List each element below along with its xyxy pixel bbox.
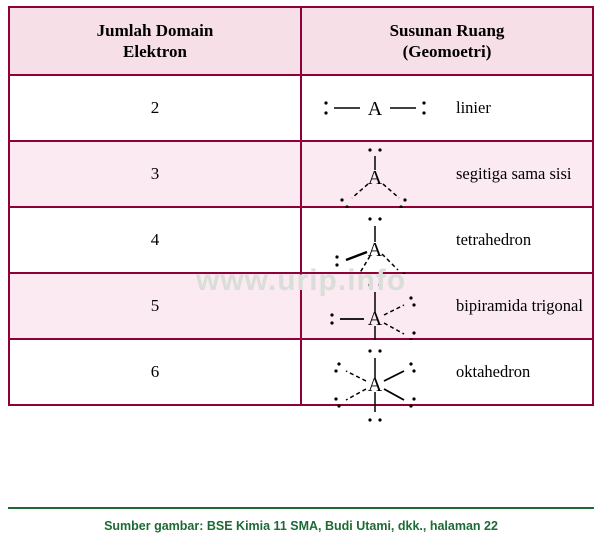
- geometry-name: tetrahedron: [456, 230, 532, 249]
- table-row: [9, 207, 593, 273]
- column-header-line1: Jumlah Domain: [96, 20, 214, 40]
- geometry-cell: [301, 339, 593, 405]
- svg-text:A: A: [367, 374, 383, 396]
- watermark: www.urip.info: [196, 264, 407, 297]
- geometry-name: bipiramida trigonal: [456, 296, 583, 315]
- table-row: [9, 141, 593, 207]
- tetrahedral-diagram: [306, 208, 456, 272]
- svg-text:A: A: [367, 239, 383, 261]
- column-header-line2: Elektron: [123, 42, 187, 61]
- geometry-cell: [301, 207, 593, 273]
- electron-domain-count: 2: [9, 75, 301, 141]
- column-header-line2: (Geomoetri): [402, 42, 492, 61]
- octahedral-diagram: [306, 340, 456, 404]
- table-header-row: [9, 7, 593, 75]
- geometry-name: oktahedron: [456, 362, 531, 381]
- geometry-cell: [301, 141, 593, 207]
- geometry-name: linier: [456, 98, 491, 117]
- svg-text:A: A: [367, 308, 383, 330]
- geometry-cell: [301, 75, 593, 141]
- electron-domain-count: 3: [9, 141, 301, 207]
- column-header-spatial-arrangement: [301, 7, 593, 75]
- vsepr-table: [8, 6, 594, 406]
- table-row: [9, 339, 593, 405]
- electron-domain-count: 4: [9, 207, 301, 273]
- electron-domain-count: 5: [9, 273, 301, 339]
- svg-text:A: A: [367, 98, 383, 120]
- divider: [8, 507, 594, 509]
- source-note: Sumber gambar: BSE Kimia 11 SMA, Budi Utami, dkk., halaman 22: [104, 519, 498, 533]
- table-row: [9, 273, 593, 339]
- geometry-name: segitiga sama sisi: [456, 164, 572, 183]
- table-row: [9, 75, 593, 141]
- linear-diagram: [306, 76, 456, 140]
- trigonal-bipyramidal-diagram: [306, 274, 456, 338]
- column-header-electron-domains: [9, 7, 301, 75]
- geometry-cell: [301, 273, 593, 339]
- electron-domain-count: 6: [9, 339, 301, 405]
- column-header-line1: Susunan Ruang: [389, 20, 505, 40]
- svg-text:A: A: [367, 167, 383, 189]
- trigonal-planar-diagram: [306, 142, 456, 206]
